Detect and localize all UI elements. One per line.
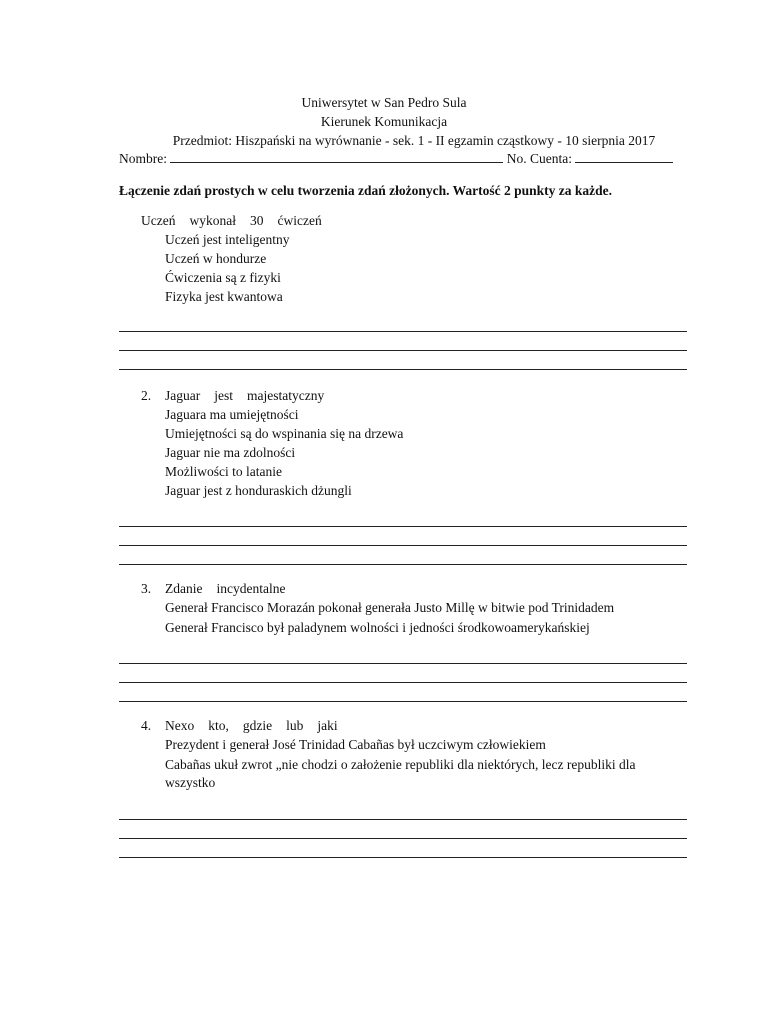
instructions: Łączenie zdań prostych w celu tworzenia zdań złożonych. Wartość 2 punkty za każde. bbox=[119, 183, 612, 198]
title-word: 30 bbox=[249, 213, 264, 228]
name-row bbox=[119, 150, 673, 167]
title-word: jest bbox=[214, 388, 233, 403]
title-word: Zdanie bbox=[165, 581, 203, 596]
exercise-4-title bbox=[165, 717, 338, 734]
exercise-4-sentence: Prezydent i generał José Trinidad Cabañas był uczciwym człowiekiem bbox=[165, 737, 546, 752]
title-word: ćwiczeń bbox=[277, 213, 322, 228]
exercise-3-sentence: Generał Francisco Morazán pokonał generała Justo Millę w bitwie pod Trinidadem bbox=[165, 600, 615, 615]
subject-line: Przedmiot: Hiszpański na wyrównanie - sek. 1 - II egzamin cząstkowy - 10 sierpnia 2017 bbox=[172, 133, 656, 148]
exercise-3-number: 3. bbox=[141, 581, 152, 596]
answer-line[interactable] bbox=[119, 350, 687, 351]
answer-line[interactable] bbox=[119, 838, 687, 839]
exercise-4-sentence: Cabañas ukuł zwrot „nie chodzi o założenie republiki dla niektórych, lecz republiki dla wszystko bbox=[165, 757, 636, 790]
answer-line[interactable] bbox=[119, 682, 687, 683]
exercise-1-sentence: Fizyka jest kwantowa bbox=[165, 289, 283, 304]
name-blank[interactable] bbox=[170, 150, 503, 163]
exercise-3-title bbox=[165, 580, 285, 597]
exercise-2-sentence: Jaguar jest z honduraskich dżungli bbox=[165, 483, 352, 498]
answer-line[interactable] bbox=[119, 663, 687, 664]
account-label: No. Cuenta: bbox=[506, 151, 572, 166]
account-blank[interactable] bbox=[575, 150, 673, 163]
title-word: wykonał bbox=[189, 213, 236, 228]
title-word: lub bbox=[286, 718, 304, 733]
title-word: gdzie bbox=[242, 718, 273, 733]
answer-line[interactable] bbox=[119, 331, 687, 332]
exercise-2-number: 2. bbox=[141, 388, 152, 403]
university-title: Uniwersytet w San Pedro Sula bbox=[301, 95, 467, 110]
exercise-2-sentence: Jaguar nie ma zdolności bbox=[165, 445, 296, 460]
answer-line[interactable] bbox=[119, 545, 687, 546]
title-word: majestatyczny bbox=[246, 388, 325, 403]
exercise-1-sentence: Uczeń w hondurze bbox=[165, 251, 267, 266]
exercise-2-sentence: Jaguara ma umiejętności bbox=[165, 407, 299, 422]
exercise-1-title bbox=[141, 212, 322, 229]
name-label: Nombre: bbox=[119, 151, 167, 166]
exercise-4-number: 4. bbox=[141, 718, 152, 733]
exercise-2-sentence: Umiejętności są do wspinania się na drzewa bbox=[165, 426, 404, 441]
answer-line[interactable] bbox=[119, 369, 687, 370]
exercise-1-sentence: Uczeń jest inteligentny bbox=[165, 232, 290, 247]
title-word: Nexo bbox=[165, 718, 195, 733]
title-word: incydentalne bbox=[216, 581, 286, 596]
title-word: kto, bbox=[208, 718, 229, 733]
exercise-2-title bbox=[165, 387, 324, 404]
exercise-2-sentence: Możliwości to latanie bbox=[165, 464, 282, 479]
department-title: Kierunek Komunikacja bbox=[320, 114, 448, 129]
title-word: Jaguar bbox=[165, 388, 201, 403]
answer-line[interactable] bbox=[119, 564, 687, 565]
answer-line[interactable] bbox=[119, 819, 687, 820]
exercise-3-sentence: Generał Francisco był paladynem wolności i jedności środkowoamerykańskiej bbox=[165, 620, 590, 635]
answer-line[interactable] bbox=[119, 701, 687, 702]
answer-line[interactable] bbox=[119, 526, 687, 527]
title-word: jaki bbox=[317, 718, 338, 733]
title-word: Uczeń bbox=[141, 213, 176, 228]
answer-line[interactable] bbox=[119, 857, 687, 858]
exercise-1-sentence: Ćwiczenia są z fizyki bbox=[165, 270, 281, 285]
